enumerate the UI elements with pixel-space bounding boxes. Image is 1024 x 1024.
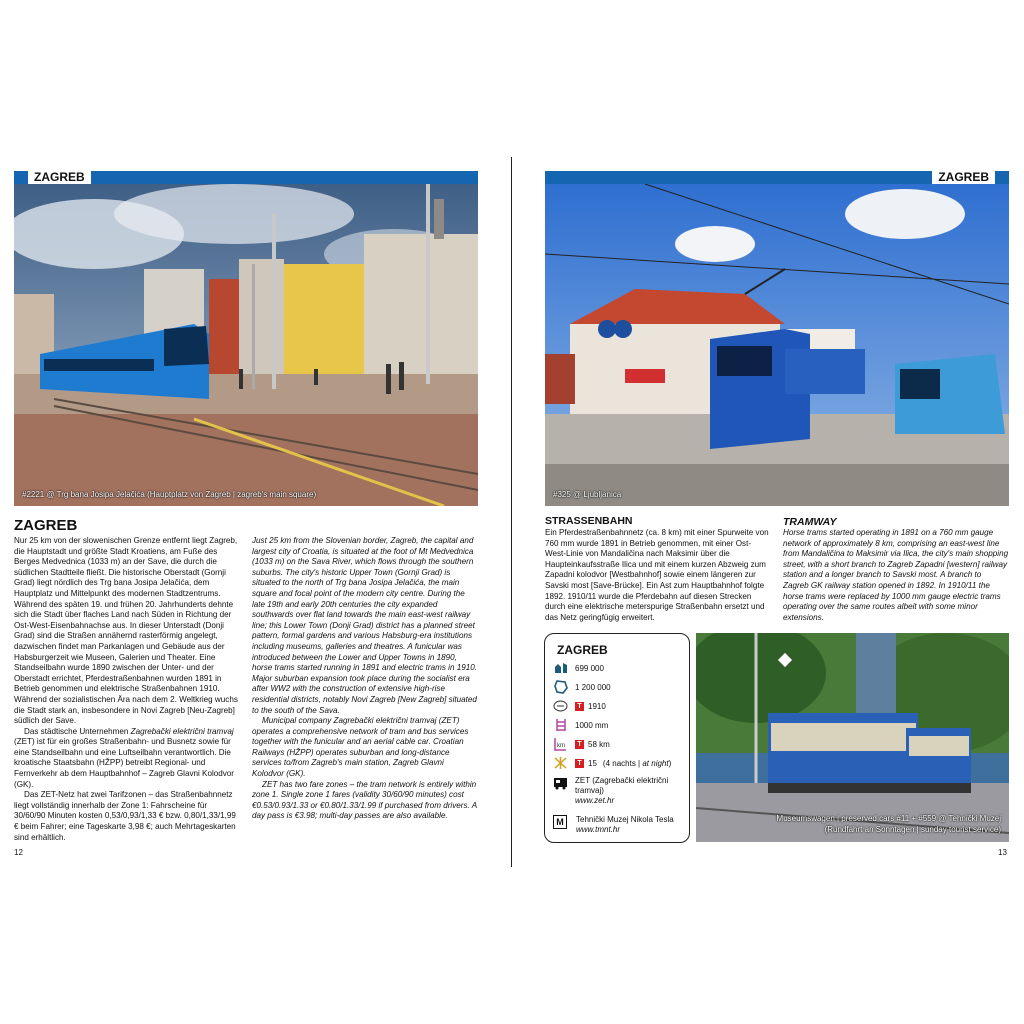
museum-photo-caption-2: (Rundfahrt an Sonntagen | sunday tourist service) xyxy=(824,825,1001,834)
metro-area-icon xyxy=(553,680,568,694)
operator-link[interactable]: www.zet.hr xyxy=(575,796,615,805)
ljubljanica-tram-photo xyxy=(545,184,1009,506)
page-title: ZAGREB xyxy=(14,517,78,534)
tram-german-text: Ein Pferdestraßenbahnnetz (ca. 8 km) mit einer Spurweite von 760 mm wurde 1891 in Betrieb genommen, mit einer Ost-West-Linie von Mandaličina nach Maksimir über die Haupteinkaufsstraße Ilica und mit einem kurzen Abzweig zum Zapadni kolodvor [Westbahnhof] sowie einem längeren zur Savski most [Save-Brücke]. Ein Ast zum Hauptbahnhof folgte 1892. 1910/11 wurde die Pferdebahn auf diesen Strecken durch eine elektrische meterspurige Straßenbahn ersetzt und das Netz geringfügig erweitert. xyxy=(545,528,769,622)
right-page-number: 13 xyxy=(998,848,1007,857)
tram-english-text: Horse trams started operating in 1891 on a 760 mm gauge network of approximately 8 km, comprising an east-west line from Mandaličina to Maksimir via Ilica, the city's main shopping street, with a short branch to Zagreb Zapadni [western] railway station and a longer branch to Savski most. A branch to Zagreb GK railway station opened in 1892. In 1910/11 the horse trams were replaced by 1000 mm gauge electric trams operating over the same routes albeit with some minor extensions. xyxy=(783,528,1009,622)
main-square-tram-photo xyxy=(14,184,478,506)
right-header-bar xyxy=(545,171,1009,184)
museum-name: Tehnički Muzej Nikola Tesla xyxy=(576,815,674,824)
museum-link[interactable]: www.tmnt.hr xyxy=(576,825,621,834)
english-paragraph-1: Just 25 km from the Slovenian border, Zagreb, the capital and largest city of Croatia, is situated at the foot of Mt Medvednica (1033 m) on the Sava River, which flows through the southern suburbs. The city's historic Upper Town (Gornji Grad) is situated to the north of Trg bana Josipa Jelačića, the main square and focal point of the modern city centre. During the late 19th and early 20th centuries the city expanded southwards over flat land towards the main east-west railway line; this Lower Town (Donji Grad) district has a planned street pattern, formal gardens and various Habsburg-era institutions including museums, galleries and theatres. A funicular was introduced between the Lower and Upper Towns in 1890, horse trams started running in 1891 and electric trams in 1910. Major suburban expansion took place during the socialist era after WW2 with the construction of extensive high-rise residential districts, notably Novi Zagreb [New Zagreb] situated to the south of the Sava. xyxy=(252,536,477,715)
right-photo xyxy=(545,184,1009,506)
info-row-gauge: 1000 mm xyxy=(553,718,608,732)
page-gutter xyxy=(511,157,512,867)
gauge-icon xyxy=(553,718,568,732)
museum-tram-photo xyxy=(696,633,1009,842)
info-box-title: ZAGREB xyxy=(557,643,608,657)
info-row-museum xyxy=(553,815,691,835)
left-photo-caption: #2221 @ Trg bana Josipa Jelačića (Hauptplatz von Zagreb | zagreb's main square) xyxy=(22,490,317,499)
info-row-population-city: 699 000 xyxy=(553,661,604,675)
english-column xyxy=(252,536,478,822)
left-page-number: 12 xyxy=(14,848,23,857)
info-row-operator xyxy=(553,776,680,806)
right-header-tag: ZAGREB xyxy=(932,171,995,184)
english-paragraph-3: ZET has two fare zones – the tram network is entirely within zone 1. Single zone 1 fares (validity 30/60/90 minutes) cost €0.53/0.93/1.33 or €0.80/1.33/1.99 if purchased from drivers. A day pass is €3.98; multi-day passes are also available. xyxy=(252,779,477,821)
route-lines-icon xyxy=(553,756,568,770)
german-paragraph-3: Das ZET-Netz hat zwei Tarifzonen – das Straßenbahnnetz liegt vollständig innerhalb der Zone 1: Fahrscheine für 30/60/90 Minuten kosten 0,53/0,93/1,33 € bzw. 0,80/1,33/1,99 € beim Fahrer; eine Tageskarte 3,98 €; auch Mehrtageskarten sind erhältlich. xyxy=(14,790,236,842)
museum-tram-image xyxy=(696,633,1009,842)
city-population-icon xyxy=(553,661,568,675)
operator-name: ZET (Zagrebački električni tramvaj) xyxy=(575,776,669,795)
info-row-population-metro: 1 200 000 xyxy=(553,680,611,694)
section-title-de: STRASSENBAHN xyxy=(545,515,633,527)
museum-photo-caption-1: Museumswagen | preserved cars #11 + #559 @ Tehnički Muzej xyxy=(776,814,1001,823)
city-info-box xyxy=(544,633,690,843)
info-row-lines: T 15 (4 nachts | at night) xyxy=(553,756,671,770)
german-paragraph-1: Nur 25 km von der slowenischen Grenze entfernt liegt Zagreb, die Hauptstadt und größte Stadt Kroatiens, am Fuße des Berges Medvednica (1033 m) an der Save, die durch die südlichen Stadtteile fließt. Die historische Oberstadt (Gornji Grad) liegt nördlich des Trg bana Josipa Jelačića, dem Hauptplatz und Mittelpunkt des modernen Stadtzentrums. Während des späten 19. und frühen 20. Jahrhunderts dehnte sich die Stadt über flaches Land nach Süden in Richtung der Ost-West-Eisenbahnachse aus. In dieser Unterstadt (Donji Grad) sind die Straßen annähernd rasterförmig angelegt, dazwischen findet man Parkanlagen und Gebäude aus der Habsburgerzeit wie Museen, Galerien und Theater. Eine Standseilbahn wurde 1890 zwischen der Unter- und der Oberstadt errichtet, Pferdestraßenbahnen wurden 1891 in Betrieb genommen und elektrische Straßenbahnen 1910. Während der sozialistischen Ära nach dem 2. Weltkrieg wuchs die Stadt stark an, insbesondere in Novi Zagreb [Neu-Zagreb] südlich der Save. xyxy=(14,536,238,726)
operator-bus-icon xyxy=(553,776,568,790)
info-row-opened: T 1910 xyxy=(553,699,606,713)
svg-text:km: km xyxy=(557,743,565,749)
section-title-en: TRAMWAY xyxy=(783,516,837,528)
right-photo-caption: #325 @ Ljubljanica xyxy=(553,490,622,499)
calendar-icon xyxy=(553,699,568,713)
left-photo xyxy=(14,184,478,506)
german-paragraph-2: Das städtische Unternehmen Zagrebački električni tramvaj (ZET) ist für ein großes Straßenbahn- und Busnetz sowie für eine Standseilbahn und eine Luftseilbahn verantwortlich. Die kroatische Staatsbahn (HŽPP) betreibt Regional- und Fernverkehr ab dem Hauptbahnhof – Zagreb Glavni Kolodvor (GK). xyxy=(14,726,235,789)
network-length-icon xyxy=(553,737,568,751)
museum-icon: M xyxy=(553,815,567,829)
left-header-tag: ZAGREB xyxy=(28,171,91,184)
english-paragraph-2: Municipal company Zagrebački električni tramvaj (ZET) operates a comprehensive network of tram and bus services together with the funicular and an aerial cable car. Croatian Railways (HŽPP) operates suburban and long-distance services to/from Zagreb's main station, Zagreb Glavni Kolodvor (GK). xyxy=(252,716,469,779)
info-row-length: km T 58 km xyxy=(553,737,610,751)
left-header-bar xyxy=(14,171,478,184)
german-column xyxy=(14,536,240,843)
